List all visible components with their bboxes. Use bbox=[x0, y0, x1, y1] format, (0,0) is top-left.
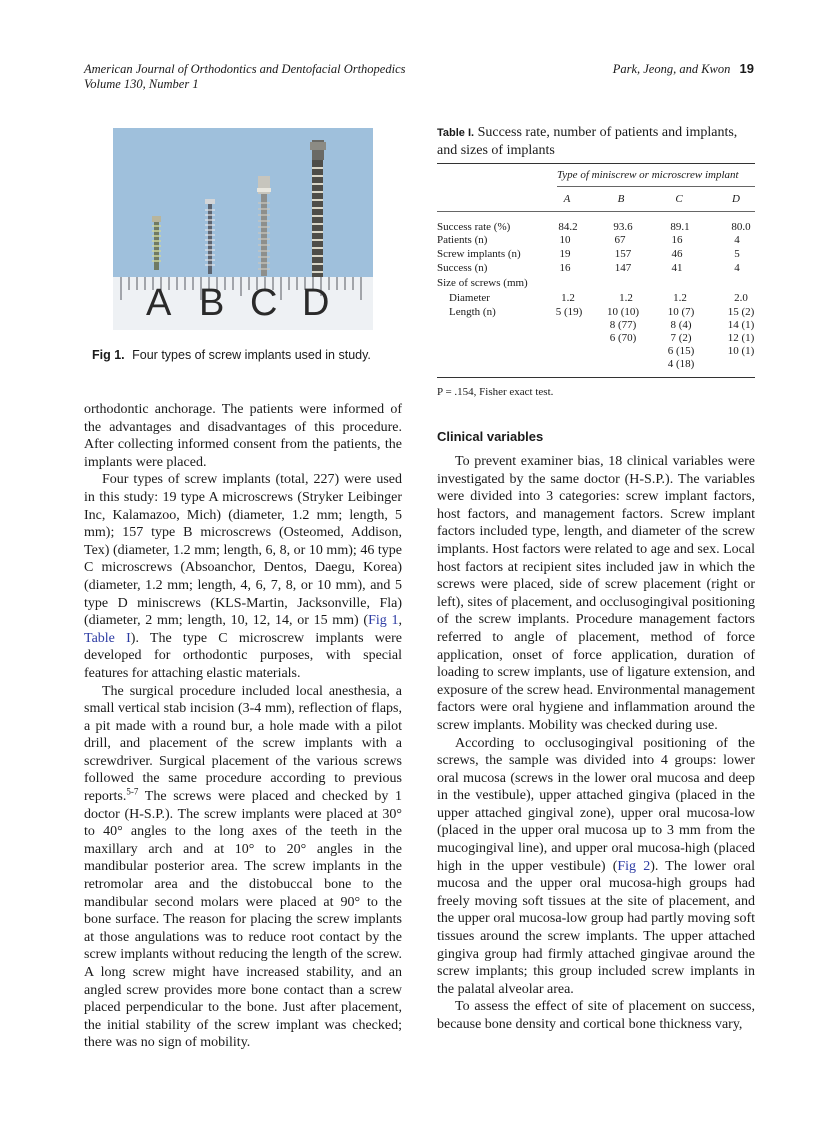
left-column-text bbox=[84, 401, 402, 1052]
table-title-line2: and sizes of implants bbox=[437, 143, 555, 158]
table-length-c bbox=[651, 306, 711, 371]
paragraph: To prevent examiner bias, 18 clinical variables were investigated by the same doctor (H-S.P.). The variables were divided into 3 categories: screw implant factors, host factors, and management factors. Screw implant factors included type, length, and diameter of the screw implants. Host factors were related to age and sex. Local host factors at recipient sites included jaw in which the screws were placed, side of screw placement (right or left), sites of placement, and occlusogingival positioning of the screw implants. Procedure management factors referred to angle of placement, method of force application, onset of force application, duration of loading to screw implants, use of ligature extension, and exposure of the screw head. Environmental management factors were oral hygiene and inflammation around the screw implants. Mobility was checked during use. bbox=[437, 454, 755, 733]
table-cell: 12 (1) bbox=[727, 332, 755, 344]
table-cell: 16 bbox=[671, 234, 683, 246]
journal-header bbox=[84, 62, 406, 92]
table-cell: 4 bbox=[734, 262, 740, 274]
table-cell: 67 bbox=[614, 234, 626, 246]
table-cell: 8 (4) bbox=[670, 319, 692, 331]
fig-1-link[interactable]: Fig 1 bbox=[368, 613, 399, 629]
table-row-label: Size of screws (mm) bbox=[437, 277, 528, 289]
paragraph-text: ). The lower oral mucosa and the upper oral mucosa-high groups had freely moving soft tissues at the site of placement, and the upper oral mucosa-low group had partly moving soft tissues around the screw implants. The upper attached gingiva group had firmly attached gingivae around the screw implants; this group included screw implants in the palatal alveolar area. bbox=[437, 858, 755, 997]
screw-c-icon bbox=[257, 176, 271, 276]
page-header-right bbox=[613, 61, 754, 77]
table-length-a bbox=[539, 306, 599, 319]
paragraph-text: , bbox=[398, 613, 402, 629]
figure-letter-d: D bbox=[302, 282, 330, 324]
table-cell: 10 (1) bbox=[727, 345, 755, 357]
paragraph-text: ). The type C microscrew implants were developed for orthodontic purposes, with special features for attaching elastic materials. bbox=[84, 630, 403, 681]
table-cell: 1.2 bbox=[619, 292, 633, 304]
table-group-header: Type of miniscrew or microscrew implant bbox=[557, 169, 739, 181]
figure-caption-text: Four types of screw implants used in study. bbox=[132, 348, 371, 362]
running-authors: Park, Jeong, and Kwon bbox=[612, 62, 731, 76]
paragraph-text: The screws were placed and checked by 1 doctor (H-S.P.). The screw implants were placed at 30° to 40° angles to the long axes of the teeth in the maxillary arch and at 10° to 20° angles in the mandibular posterior area. The screw implants in the retromolar area and the distobuccal bone to the mandibular second molars were placed at 90° to the bone surface. The reason for placing the screw implants at those angulations was to reduce root contact by the screw implants without reducing the length of the screw. A long screw might have increased stability, and an angled screw provides more bone contact than a screw placed perpendicular to the bone. Just after placement, the initial stability of the screw implant was checked; there was no sign of mobility. bbox=[84, 789, 402, 1051]
fig-2-link[interactable]: Fig 2 bbox=[617, 858, 651, 874]
table-col-a: A bbox=[563, 193, 571, 205]
table-cell: 6 (70) bbox=[609, 332, 637, 344]
table-bottom-rule bbox=[437, 377, 755, 378]
journal-volume: Volume 130, Number 1 bbox=[84, 77, 199, 91]
paragraph bbox=[84, 683, 402, 1052]
figure-letter-b: B bbox=[199, 282, 225, 324]
table-cell: 41 bbox=[671, 262, 683, 274]
table-cell: 5 bbox=[734, 248, 740, 260]
table-cell: 7 (2) bbox=[670, 332, 692, 344]
table-length-d bbox=[711, 306, 771, 358]
table-cell: 10 (10) bbox=[606, 306, 640, 318]
table-cell: 93.6 bbox=[613, 221, 633, 233]
screw-d-icon bbox=[310, 140, 326, 278]
table-row-label: Success (n) bbox=[437, 262, 488, 274]
table-cell: 2.0 bbox=[734, 292, 748, 304]
paragraph: To assess the effect of site of placement on success, because bone density and cortical bone thickness vary, bbox=[437, 999, 755, 1032]
table-cell: 8 (77) bbox=[609, 319, 637, 331]
section-heading: Clinical variables bbox=[437, 429, 544, 444]
paragraph: orthodontic anchorage. The patients were informed of the advantages and disadvantages of this procedure. After collecting informed consent from the patients, the implants were placed. bbox=[84, 402, 402, 470]
table-label: Table I. bbox=[437, 127, 475, 139]
table-cell: 10 (7) bbox=[667, 306, 695, 318]
table-cell: 14 (1) bbox=[727, 319, 755, 331]
table-header-rule bbox=[437, 211, 755, 212]
paragraph bbox=[437, 735, 755, 999]
table-cell: 80.0 bbox=[731, 221, 751, 233]
table-cell: 4 (18) bbox=[667, 358, 695, 370]
table-group-rule bbox=[557, 186, 755, 187]
table-cell: 16 bbox=[559, 262, 571, 274]
figure-letter-c: C bbox=[250, 282, 278, 324]
table-title bbox=[437, 124, 757, 160]
table-col-d: D bbox=[732, 193, 740, 205]
table-1-link[interactable]: Table I bbox=[84, 630, 131, 646]
table-cell: 1.2 bbox=[561, 292, 575, 304]
screw-b-icon bbox=[205, 199, 215, 274]
table-row-label: Screw implants (n) bbox=[437, 248, 521, 260]
table-col-b: B bbox=[617, 193, 625, 205]
reference-superscript[interactable]: 5-7 bbox=[126, 786, 139, 797]
table-cell: 84.2 bbox=[558, 221, 578, 233]
table-cell: 15 (2) bbox=[727, 306, 755, 318]
paragraph-text: According to occlusogingival positioning of the screws, the sample was divided into 4 groups: lower oral mucosa (screws in the lower oral mucosa and deep in the vestibule), upper attached gingiva (placed in the upper attached gingival zone), upper oral mucosa-low (placed in the upper oral mucosa up to 3 mm from the mucogingival line), and upper oral mucosa-high (placed high in the upper vestibule) ( bbox=[437, 735, 755, 874]
figure-caption-label: Fig 1. bbox=[92, 348, 125, 362]
paragraph-text: Four types of screw implants (total, 227) were used in this study: 19 type A microscrews (Stryker Leibinger Inc, Kalamazoo, Mich) (diameter, 1.2 mm; length, 5 mm); 157 type B microscrews (Osteomed, Addison, Tex) (diameter, 1.2 mm; length, 6, 8, or 10 mm); 46 type C microscrews (Absoanchor, Dentos, Daegu, Korea) (diameter, 1.2 mm; length, 4, 6, 7, 8, or 10 mm), and 5 type D miniscrews (KLS-Martin, Jacksonville, Fla) (diameter, 2 mm; length, 10, 12, 14, or 15 mm) ( bbox=[84, 472, 402, 629]
table-cell: 5 (19) bbox=[555, 306, 583, 318]
table-row-label: Length (n) bbox=[449, 306, 496, 318]
table-row-label: Patients (n) bbox=[437, 234, 488, 246]
figure-caption bbox=[92, 348, 371, 362]
table-col-c: C bbox=[675, 193, 683, 205]
figure-letter-a: A bbox=[146, 282, 172, 324]
paragraph bbox=[84, 471, 402, 682]
paragraph-text: The surgical procedure included local anesthesia, a small vertical stab incision (3-4 mm), reflection of flaps, a pit made with a round bur, a hole made with a pilot drill, and placement of the screw implants with a screwdriver. Surgical placement of the various screws followed the same procedure according to previous reports. bbox=[84, 683, 402, 805]
screw-a-icon bbox=[152, 216, 161, 270]
table-cell: 157 bbox=[614, 248, 632, 260]
table-cell: 4 bbox=[734, 234, 740, 246]
page-number: 19 bbox=[739, 61, 754, 76]
table-cell: 46 bbox=[671, 248, 683, 260]
table-row-label: Diameter bbox=[449, 292, 490, 304]
right-column-text bbox=[437, 453, 755, 1034]
table-cell: 19 bbox=[559, 248, 571, 260]
journal-title: American Journal of Orthodontics and Dentofacial Orthopedics bbox=[84, 62, 406, 76]
table-length-b bbox=[593, 306, 653, 345]
table-row-label: Success rate (%) bbox=[437, 221, 511, 233]
table-title-line1: Success rate, number of patients and implants, bbox=[477, 125, 738, 140]
table-cell: 6 (15) bbox=[667, 345, 695, 357]
table-cell: 147 bbox=[614, 262, 632, 274]
table-cell: 10 bbox=[559, 234, 571, 246]
table-footnote: P = .154, Fisher exact test. bbox=[437, 386, 554, 398]
table-cell: 89.1 bbox=[670, 221, 690, 233]
table-cell: 1.2 bbox=[673, 292, 687, 304]
table-top-rule bbox=[437, 163, 755, 164]
figure-1-photo bbox=[113, 128, 373, 330]
